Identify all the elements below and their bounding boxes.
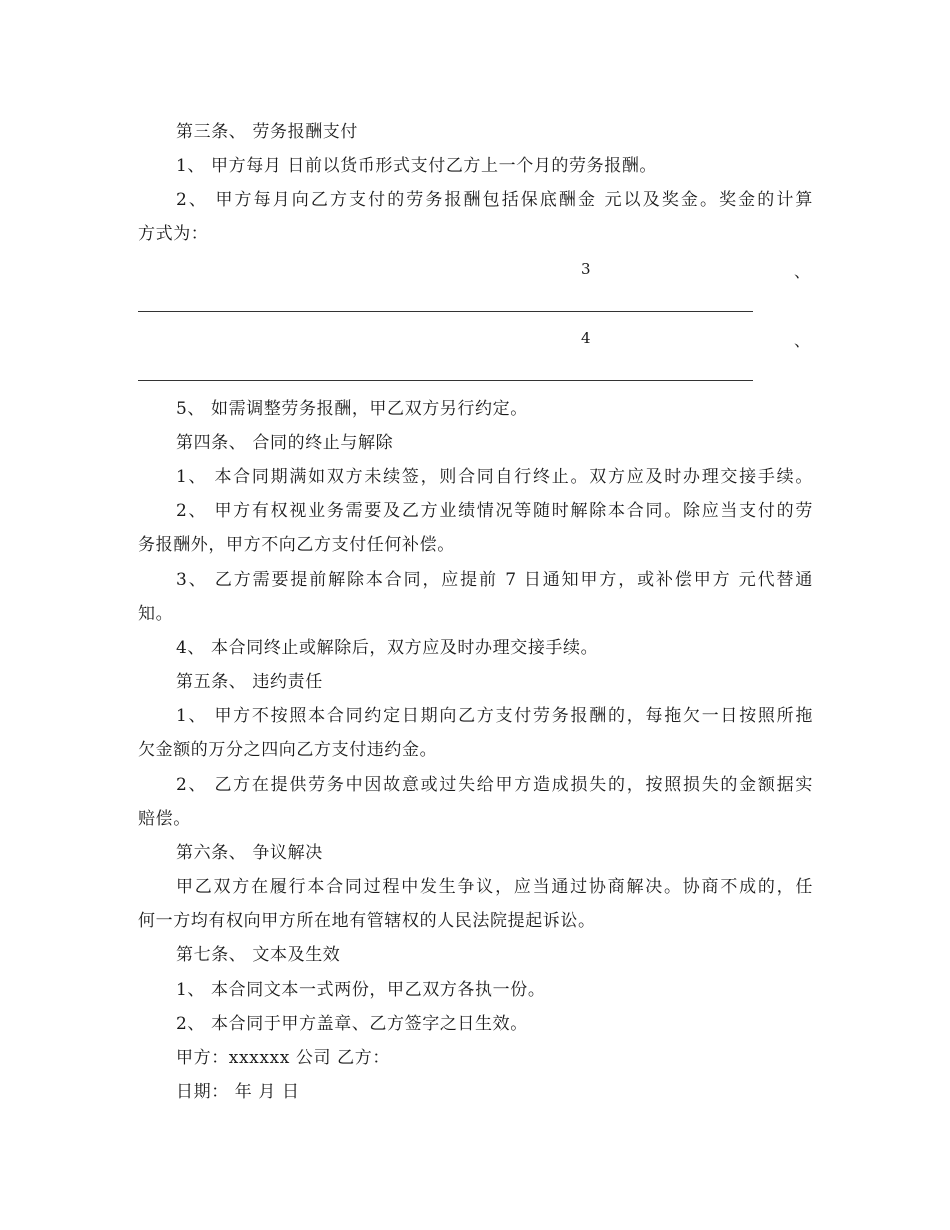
article-5-clause-2-line-2: 赔偿。 (138, 809, 191, 829)
signature-parties: 甲方：xxxxxx 公司 乙方： (176, 1048, 390, 1068)
article-4-clause-2-line-2: 务报酬外，甲方不向乙方支付任何补偿。 (138, 535, 455, 555)
article-4-clause-3-line-2: 知。 (138, 604, 174, 624)
article-4-clause-2-line-1: 2、 甲方有权视业务需要及乙方业绩情况等随时解除本合同。除应当支付的劳 (176, 501, 813, 521)
item-3-blank-line (138, 311, 753, 312)
signature-date: 日期： 年 月 日 (176, 1082, 300, 1102)
article-4-clause-4: 4、 本合同终止或解除后，双方应及时办理交接手续。 (176, 638, 599, 658)
article-4-title: 第四条、 合同的终止与解除 (176, 433, 394, 453)
item-4-mark: 、 (794, 331, 811, 350)
article-7-clause-2: 2、 本合同于甲方盖章、乙方签字之日生效。 (176, 1014, 528, 1034)
item-3-number: 3 (581, 260, 591, 278)
article-6-text-line-1: 甲乙双方在履行本合同过程中发生争议，应当通过协商解决。协商不成的，任 (176, 877, 813, 897)
article-3-clause-2-line-2: 方式为： (138, 224, 209, 244)
article-3-clause-5: 5、 如需调整劳务报酬，甲乙双方另行约定。 (176, 399, 528, 419)
item-4-blank-line (138, 380, 753, 381)
article-3-clause-2-line-1: 2、 甲方每月向乙方支付的劳务报酬包括保底酬金 元以及奖金。奖金的计算 (176, 190, 813, 210)
article-6-title: 第六条、 争议解决 (176, 843, 323, 863)
article-7-title: 第七条、 文本及生效 (176, 945, 341, 965)
article-5-clause-1-line-2: 欠金额的万分之四向乙方支付违约金。 (138, 740, 438, 760)
article-3-title: 第三条、 劳务报酬支付 (176, 122, 359, 142)
article-4-clause-3-line-1: 3、 乙方需要提前解除本合同，应提前 7 日通知甲方，或补偿甲方 元代替通 (176, 570, 813, 590)
article-5-title: 第五条、 违约责任 (176, 672, 323, 692)
item-3-mark: 、 (794, 262, 811, 281)
article-3-clause-1: 1、 甲方每月 日前以货币形式支付乙方上一个月的劳务报酬。 (176, 156, 658, 176)
item-4-number: 4 (581, 329, 591, 347)
article-4-clause-1: 1、 本合同期满如双方未续签，则合同自行终止。双方应及时办理交接手续。 (176, 467, 813, 487)
article-6-text-line-2: 何一方均有权向甲方所在地有管辖权的人民法院提起诉讼。 (138, 911, 596, 931)
article-5-clause-1-line-1: 1、 甲方不按照本合同约定日期向乙方支付劳务报酬的，每拖欠一日按照所拖 (176, 706, 813, 726)
article-5-clause-2-line-1: 2、 乙方在提供劳务中因故意或过失给甲方造成损失的，按照损失的金额据实 (176, 775, 813, 795)
article-7-clause-1: 1、 本合同文本一式两份，甲乙双方各执一份。 (176, 980, 546, 1000)
